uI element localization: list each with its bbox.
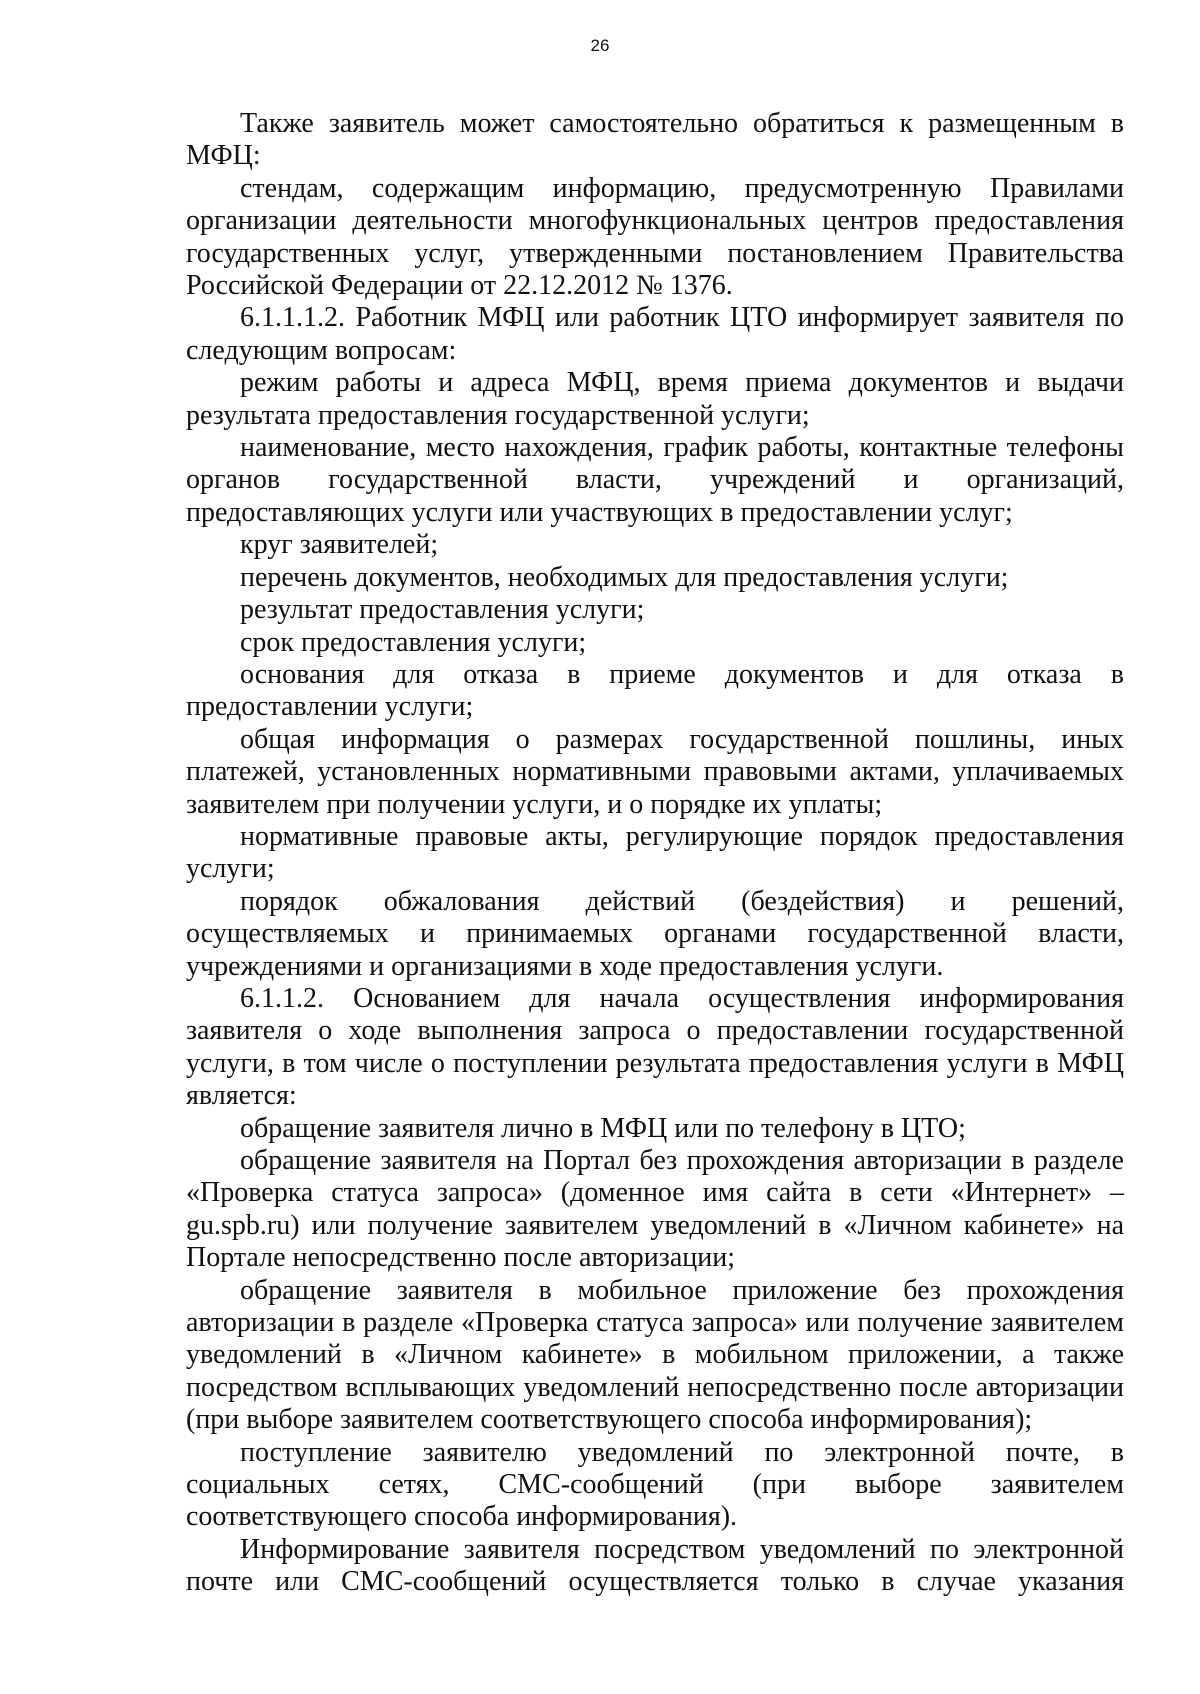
paragraph: основания для отказа в приеме документов и для отказа в предоставлении услуги; bbox=[186, 658, 1124, 723]
paragraph: 6.1.1.1.2. Работник МФЦ или работник ЦТО информирует заявителя по следующим вопросам: bbox=[186, 302, 1124, 366]
paragraph: Также заявитель может самостоятельно обратиться к размещенным в МФЦ: bbox=[186, 108, 1124, 172]
paragraph: общая информация о размерах государственной пошлины, иных платежей, установленных нормативными правовыми актами, уплачиваемых заявителем при получении услуги, и о порядке их уплаты; bbox=[186, 723, 1124, 820]
paragraph: Информирование заявителя посредством уведомлений по электронной почте или СМС-сообщений осуществляется только в случае указания bbox=[186, 1533, 1124, 1598]
paragraph: результат предоставления услуги; bbox=[240, 594, 645, 626]
paragraph: стендам, содержащим информацию, предусмотренную Правилами организации деятельности многофункциональных центров предоставления государственных услуг, утвержденными постановлением Правительства Российской Федерации от 22.12.2012 № 1376. bbox=[186, 172, 1124, 302]
paragraph: наименование, место нахождения, график работы, контактные телефоны органов государственной власти, учреждений и организаций, предоставляющих услуги или участвующих в предоставлении услуг; bbox=[186, 432, 1124, 528]
paragraph: обращение заявителя лично в МФЦ или по телефону в ЦТО; bbox=[240, 1112, 966, 1144]
paragraph: 6.1.1.2. Основанием для начала осуществления информирования заявителя о ходе выполнения запроса о предоставлении государственной услуги, в том числе о поступлении результата предоставления услуги в МФЦ является: bbox=[186, 982, 1124, 1112]
paragraph: срок предоставления услуги; bbox=[240, 626, 587, 658]
paragraph: обращение заявителя в мобильное приложение без прохождения авторизации в разделе «Проверка статуса запроса» или получение заявителем уведомлений в «Личном кабинете» в мобильном приложении, а также посредством всплывающих уведомлений непосредственно после авторизации (при выборе заявителем соответствующего способа информирования); bbox=[186, 1274, 1124, 1436]
paragraph: обращение заявителя на Портал без прохождения авторизации в разделе «Проверка статуса запроса» (доменное имя сайта в сети «Интернет» – gu.spb.ru) или получение заявителем уведомлений в «Личном кабинете» на Портале непосредственно после авторизации; bbox=[186, 1145, 1124, 1274]
paragraph: режим работы и адреса МФЦ, время приема документов и выдачи результата предоставления государственной услуги; bbox=[186, 367, 1124, 431]
paragraph: круг заявителей; bbox=[240, 529, 439, 561]
paragraph: поступление заявителю уведомлений по электронной почте, в социальных сетях, СМС-сообщений (при выборе заявителем соответствующего способа информирования). bbox=[186, 1436, 1124, 1533]
paragraph: порядок обжалования действий (бездействия) и решений, осуществляемых и принимаемых органами государственной власти, учреждениями и организациями в ходе предоставления услуги. bbox=[186, 885, 1124, 982]
paragraph: нормативные правовые акты, регулирующие порядок предоставления услуги; bbox=[186, 820, 1124, 885]
page-number: 26 bbox=[590, 36, 610, 55]
paragraph: перечень документов, необходимых для предоставления услуги; bbox=[240, 561, 1009, 593]
body-text bbox=[186, 108, 1124, 1599]
